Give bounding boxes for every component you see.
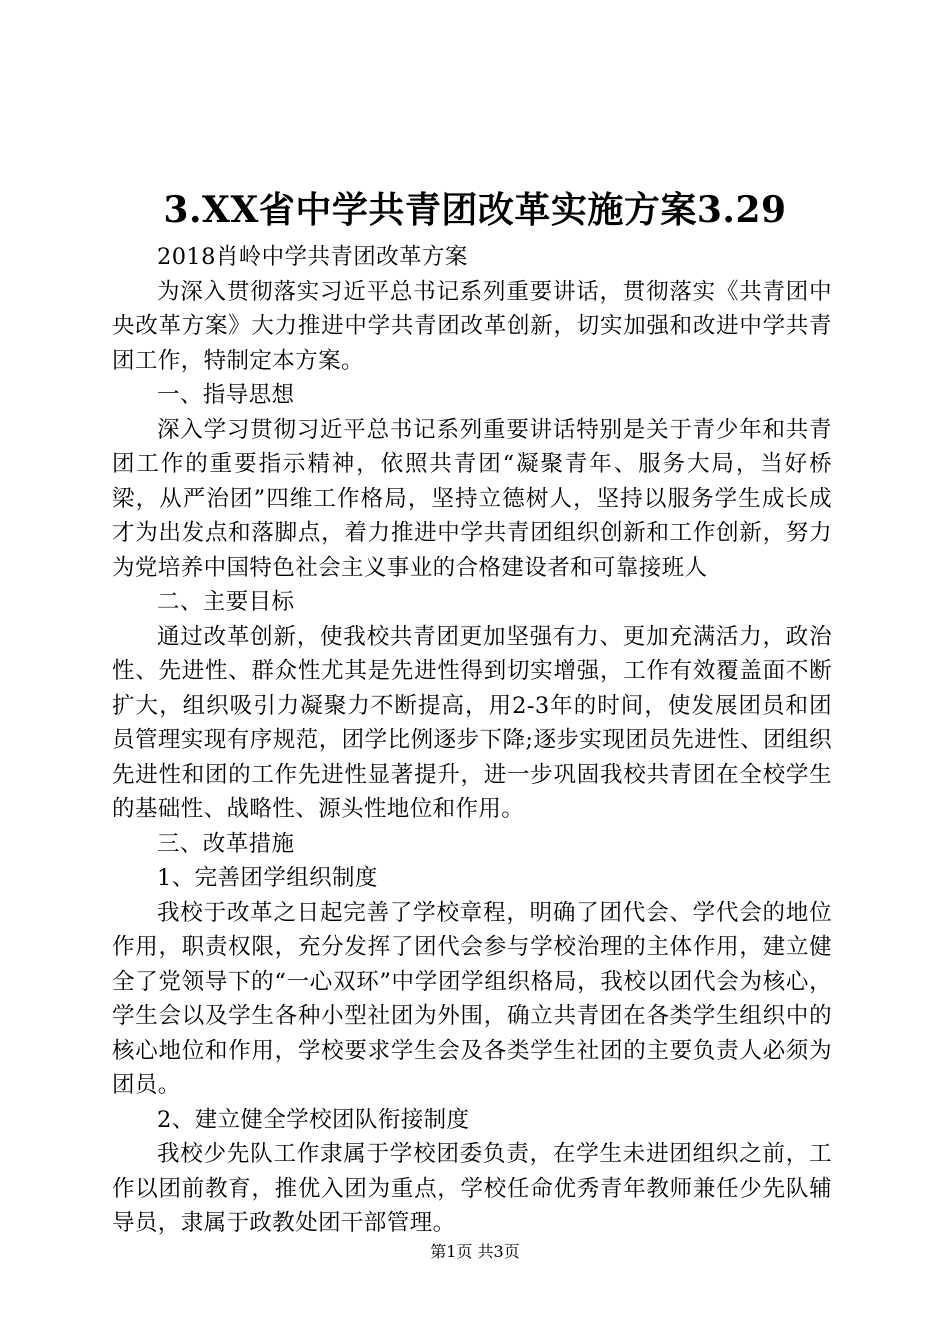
document-subtitle: 2018肖岭中学共青团改革方案: [157, 244, 468, 270]
page-footer: [0, 1240, 950, 1264]
item-heading-organization-system: 1、完善团学组织制度: [157, 865, 378, 891]
document-title: 3.XX省中学共青团改革实施方案3.29: [163, 189, 787, 231]
section-paragraph-main-goals: 通过改革创新，使我校共青团更加坚强有力、更加充满活力，政治性、先进性、群众性尤其是先进性得到切实增强，工作有效覆盖面不断扩大，组织吸引力凝聚力不断提高，用2-3年的时间，使发展团员和团员管理实现有序规范，团学比例逐步下降;逐步实现团员先进性、团组织先进性和团的工作先进性显著提升，进一步巩固我校共青团在全校学生的基础性、战略性、源头性地位和作用。: [112, 623, 832, 822]
section-heading-reform-measures: 三、改革措施: [157, 830, 295, 857]
document-body: [112, 240, 832, 1241]
item-heading-team-connection: 2、建立健全学校团队衔接制度: [157, 1106, 470, 1133]
section-heading-guiding-ideology: 一、指导思想: [157, 382, 295, 408]
item-paragraph-organization-system: 我校于改革之日起完善了学校章程，明确了团代会、学代会的地位作用，职责权限，充分发挥了团代会参与学校治理的主体作用，建立健全了党领导下的“一心双环”中学团学组织格局，我校以团代会为核心，学生会以及学生各种小型社团为外围，确立共青团在各类学生组织中的核心地位和作用，学校要求学生会及各类学生社团的主要负责人必须为团员。: [112, 899, 832, 1098]
item-paragraph-team-connection: 我校少先队工作隶属于学校团委负责，在学生未进团组织之前，工作以团前教育，推优入团为重点，学校任命优秀青年教师兼任少先队辅导员，隶属于政教处团干部管理。: [112, 1141, 832, 1236]
page-indicator: 第1页 共3页: [430, 1242, 520, 1261]
section-paragraph-guiding-ideology: 深入学习贯彻习近平总书记系列重要讲话特别是关于青少年和共青团工作的重要指示精神，依照共青团“凝聚青年、服务大局，当好桥梁，从严治团”四维工作格局，坚持立德树人，坚持以服务学生成长成才为出发点和落脚点，着力推进中学共青团组织创新和工作创新，努力为党培养中国特色社会主义事业的合格建设者和可靠接班人: [112, 416, 832, 581]
intro-paragraph: 为深入贯彻落实习近平总书记系列重要讲话，贯彻落实《共青团中央改革方案》大力推进中学共青团改革创新，切实加强和改进中学共青团工作，特制定本方案。: [112, 278, 832, 374]
section-heading-main-goals: 二、主要目标: [157, 589, 295, 615]
